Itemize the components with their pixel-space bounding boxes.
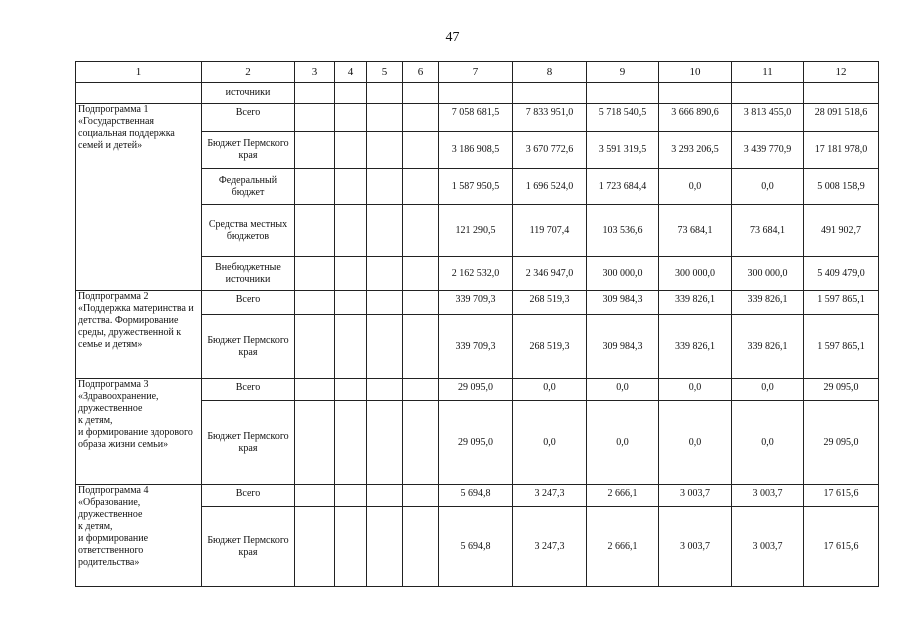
- table-row: [76, 485, 879, 507]
- value-cell: 2 346 947,0: [513, 257, 587, 291]
- empty-cell: [403, 169, 439, 205]
- empty-cell: [295, 379, 335, 401]
- column-header: 12: [804, 62, 879, 83]
- page-number: 47: [445, 30, 460, 45]
- empty-cell: [367, 507, 403, 587]
- value-cell: 28 091 518,6: [804, 104, 879, 132]
- table-row: [76, 291, 879, 315]
- empty-cell: [732, 83, 804, 104]
- column-header: 1: [76, 62, 202, 83]
- value-cell: 7 058 681,5: [439, 104, 513, 132]
- empty-cell: [295, 205, 335, 257]
- value-cell: 3 003,7: [659, 485, 732, 507]
- value-cell: 339 826,1: [732, 291, 804, 315]
- column-header: 3: [295, 62, 335, 83]
- empty-cell: [295, 485, 335, 507]
- value-cell: 309 984,3: [587, 291, 659, 315]
- program-name-cell: Подпрограмма 1 «Государственная социальная поддержка семей и детей»: [76, 104, 202, 291]
- column-header: 6: [403, 62, 439, 83]
- empty-cell: [335, 507, 367, 587]
- empty-cell: [335, 401, 367, 485]
- empty-cell: [295, 104, 335, 132]
- empty-cell: [295, 291, 335, 315]
- empty-cell: [403, 401, 439, 485]
- value-cell: 0,0: [513, 379, 587, 401]
- value-cell: 339 709,3: [439, 291, 513, 315]
- empty-cell: [367, 379, 403, 401]
- value-cell: 3 293 206,5: [659, 132, 732, 169]
- empty-cell: [403, 291, 439, 315]
- empty-cell: [295, 257, 335, 291]
- value-cell: 300 000,0: [732, 257, 804, 291]
- value-cell: 0,0: [659, 401, 732, 485]
- source-cell: Всего: [202, 485, 295, 507]
- empty-cell: [335, 169, 367, 205]
- source-cell: Средства местных бюджетов: [202, 205, 295, 257]
- table-row: [76, 379, 879, 401]
- value-cell: 0,0: [587, 379, 659, 401]
- value-cell: 5 409 479,0: [804, 257, 879, 291]
- value-cell: 3 247,3: [513, 485, 587, 507]
- empty-cell: [335, 132, 367, 169]
- value-cell: 5 694,8: [439, 507, 513, 587]
- value-cell: 29 095,0: [439, 379, 513, 401]
- empty-cell: [295, 132, 335, 169]
- continuation-row: [76, 83, 879, 104]
- empty-cell: [403, 485, 439, 507]
- empty-cell: [403, 205, 439, 257]
- column-header: 2: [202, 62, 295, 83]
- value-cell: 121 290,5: [439, 205, 513, 257]
- value-cell: 3 591 319,5: [587, 132, 659, 169]
- empty-cell: [335, 379, 367, 401]
- source-cell: Всего: [202, 291, 295, 315]
- empty-cell: [403, 315, 439, 379]
- source-cell: Бюджет Пермского края: [202, 132, 295, 169]
- empty-cell: [367, 257, 403, 291]
- value-cell: 339 826,1: [659, 291, 732, 315]
- value-cell: 3 003,7: [732, 485, 804, 507]
- value-cell: 73 684,1: [732, 205, 804, 257]
- program-name-cell: Подпрограмма 2 «Поддержка материнства и детства. Формирование среды, дружественной к семье и детям»: [76, 291, 202, 379]
- value-cell: 3 666 890,6: [659, 104, 732, 132]
- empty-cell: [367, 205, 403, 257]
- empty-cell: [367, 315, 403, 379]
- value-cell: 339 709,3: [439, 315, 513, 379]
- empty-cell: [367, 401, 403, 485]
- column-header: 9: [587, 62, 659, 83]
- empty-cell: [367, 485, 403, 507]
- empty-cell: [335, 104, 367, 132]
- value-cell: 1 696 524,0: [513, 169, 587, 205]
- source-cell: Бюджет Пермского края: [202, 507, 295, 587]
- value-cell: 2 666,1: [587, 507, 659, 587]
- value-cell: 3 670 772,6: [513, 132, 587, 169]
- value-cell: 1 597 865,1: [804, 315, 879, 379]
- source-cell: источники: [202, 83, 295, 104]
- empty-cell: [295, 401, 335, 485]
- source-cell: Бюджет Пермского края: [202, 401, 295, 485]
- value-cell: 29 095,0: [439, 401, 513, 485]
- empty-cell: [513, 83, 587, 104]
- column-header: 11: [732, 62, 804, 83]
- value-cell: 5 718 540,5: [587, 104, 659, 132]
- value-cell: 7 833 951,0: [513, 104, 587, 132]
- program-name-cell: Подпрограмма 4 «Образование, дружественное к детям, и формирование ответственного родительства»: [76, 485, 202, 587]
- empty-cell: [403, 104, 439, 132]
- empty-cell: [295, 315, 335, 379]
- source-cell: Всего: [202, 104, 295, 132]
- table-row: [76, 104, 879, 132]
- value-cell: 73 684,1: [659, 205, 732, 257]
- value-cell: 0,0: [659, 379, 732, 401]
- value-cell: 17 181 978,0: [804, 132, 879, 169]
- value-cell: 29 095,0: [804, 401, 879, 485]
- value-cell: 300 000,0: [659, 257, 732, 291]
- column-header: 10: [659, 62, 732, 83]
- value-cell: 309 984,3: [587, 315, 659, 379]
- empty-cell: [335, 485, 367, 507]
- value-cell: 0,0: [659, 169, 732, 205]
- empty-cell: [403, 257, 439, 291]
- value-cell: 2 666,1: [587, 485, 659, 507]
- empty-cell: [335, 205, 367, 257]
- empty-cell: [403, 132, 439, 169]
- value-cell: 3 003,7: [659, 507, 732, 587]
- column-header: 8: [513, 62, 587, 83]
- empty-cell: [335, 315, 367, 379]
- value-cell: 339 826,1: [659, 315, 732, 379]
- value-cell: 0,0: [732, 401, 804, 485]
- value-cell: 491 902,7: [804, 205, 879, 257]
- header-row: [76, 62, 879, 83]
- value-cell: 5 694,8: [439, 485, 513, 507]
- value-cell: 0,0: [732, 379, 804, 401]
- value-cell: 268 519,3: [513, 291, 587, 315]
- empty-cell: [403, 507, 439, 587]
- column-header: 7: [439, 62, 513, 83]
- value-cell: 2 162 532,0: [439, 257, 513, 291]
- value-cell: 0,0: [587, 401, 659, 485]
- value-cell: 29 095,0: [804, 379, 879, 401]
- value-cell: 3 439 770,9: [732, 132, 804, 169]
- budget-table: [75, 61, 879, 587]
- empty-cell: [335, 257, 367, 291]
- value-cell: 5 008 158,9: [804, 169, 879, 205]
- value-cell: 1 587 950,5: [439, 169, 513, 205]
- value-cell: 17 615,6: [804, 485, 879, 507]
- value-cell: 17 615,6: [804, 507, 879, 587]
- column-header: 4: [335, 62, 367, 83]
- value-cell: 1 597 865,1: [804, 291, 879, 315]
- empty-cell: [439, 83, 513, 104]
- empty-cell: [367, 291, 403, 315]
- value-cell: 3 003,7: [732, 507, 804, 587]
- empty-cell: [335, 291, 367, 315]
- empty-cell: [367, 132, 403, 169]
- source-cell: Бюджет Пермского края: [202, 315, 295, 379]
- program-name-cell: Подпрограмма 3 «Здравоохранение, дружественное к детям, и формирование здорового образа жизни семьи»: [76, 379, 202, 485]
- value-cell: 268 519,3: [513, 315, 587, 379]
- empty-cell: [403, 379, 439, 401]
- empty-cell: [587, 83, 659, 104]
- empty-cell: [367, 169, 403, 205]
- value-cell: 3 247,3: [513, 507, 587, 587]
- value-cell: 119 707,4: [513, 205, 587, 257]
- empty-cell: [659, 83, 732, 104]
- empty-cell: [295, 169, 335, 205]
- source-cell: Внебюджетные источники: [202, 257, 295, 291]
- value-cell: 3 186 908,5: [439, 132, 513, 169]
- empty-cell: [335, 83, 367, 104]
- program-cell: [76, 83, 202, 104]
- empty-cell: [403, 83, 439, 104]
- value-cell: 0,0: [513, 401, 587, 485]
- empty-cell: [367, 104, 403, 132]
- empty-cell: [367, 83, 403, 104]
- value-cell: 3 813 455,0: [732, 104, 804, 132]
- source-cell: Федеральный бюджет: [202, 169, 295, 205]
- value-cell: 300 000,0: [587, 257, 659, 291]
- empty-cell: [295, 507, 335, 587]
- value-cell: 339 826,1: [732, 315, 804, 379]
- column-header: 5: [367, 62, 403, 83]
- value-cell: 0,0: [732, 169, 804, 205]
- value-cell: 1 723 684,4: [587, 169, 659, 205]
- empty-cell: [804, 83, 879, 104]
- source-cell: Всего: [202, 379, 295, 401]
- value-cell: 103 536,6: [587, 205, 659, 257]
- empty-cell: [295, 83, 335, 104]
